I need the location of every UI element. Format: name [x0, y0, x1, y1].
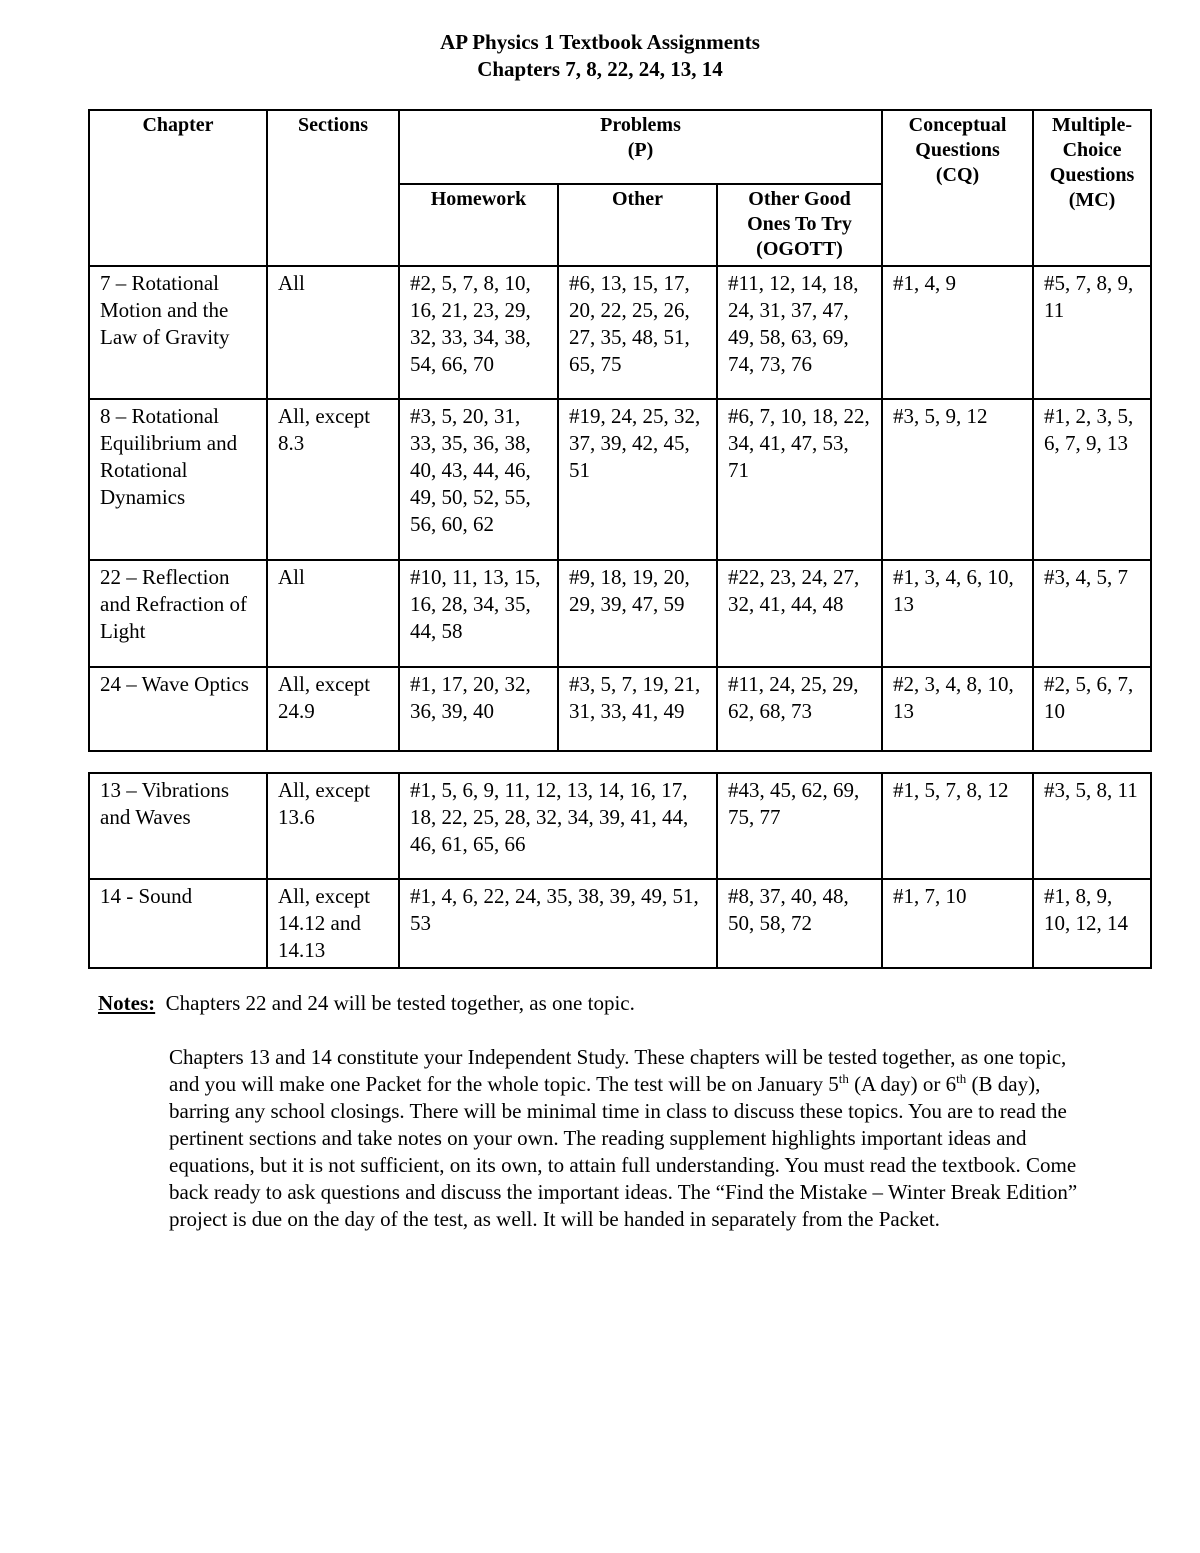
cell-mc: #1, 8, 9, 10, 12, 14	[1033, 879, 1151, 968]
cell-homework: #2, 5, 7, 8, 10, 16, 21, 23, 29, 32, 33, 34, 38, 54, 66, 70	[399, 266, 558, 399]
cell-mc: #5, 7, 8, 9, 11	[1033, 266, 1151, 399]
cell-sections: All, except 24.9	[267, 667, 399, 751]
cell-sections: All, except 8.3	[267, 399, 399, 560]
cell-cq: #1, 7, 10	[882, 879, 1033, 968]
notes-line	[98, 990, 1098, 1017]
table-row	[89, 879, 1151, 968]
cell-ogott: #22, 23, 24, 27, 32, 41, 44, 48	[717, 560, 882, 667]
cell-chapter: 8 – Rotational Equilibrium and Rotational Dynamics	[89, 399, 267, 560]
table-row	[89, 399, 1151, 560]
notes-label: Notes:	[98, 991, 156, 1015]
independent-study-table	[88, 772, 1152, 969]
ordinal-suffix: th	[838, 1071, 849, 1086]
cell-sections: All, except 13.6	[267, 773, 399, 879]
cell-homework: #3, 5, 20, 31, 33, 35, 36, 38, 40, 43, 44, 46, 49, 50, 52, 55, 56, 60, 62	[399, 399, 558, 560]
notes-text: Chapters 22 and 24 will be tested together, as one topic.	[165, 991, 635, 1015]
cell-chapter: 22 – Reflection and Refraction of Light	[89, 560, 267, 667]
cell-cq: #3, 5, 9, 12	[882, 399, 1033, 560]
cell-chapter: 13 – Vibrations and Waves	[89, 773, 267, 879]
cell-sections: All	[267, 266, 399, 399]
table-row	[89, 266, 1151, 399]
cell-other: #19, 24, 25, 32, 37, 39, 42, 45, 51	[558, 399, 717, 560]
header-other: Other	[558, 184, 717, 266]
header-sections: Sections	[267, 110, 399, 266]
header-problems: Problems (P)	[399, 110, 882, 184]
cell-ogott: #11, 24, 25, 29, 62, 68, 73	[717, 667, 882, 751]
ordinal-suffix: th	[956, 1071, 967, 1086]
header-homework: Homework	[399, 184, 558, 266]
cell-mc: #3, 4, 5, 7	[1033, 560, 1151, 667]
cell-ogott: #43, 45, 62, 69, 75, 77	[717, 773, 882, 879]
cell-ogott: #6, 7, 10, 18, 22, 34, 41, 47, 53, 71	[717, 399, 882, 560]
cell-other: #9, 18, 19, 20, 29, 39, 47, 59	[558, 560, 717, 667]
page-subtitle: Chapters 7, 8, 22, 24, 13, 14	[477, 57, 723, 81]
header-multiple-choice: Multiple- Choice Questions (MC)	[1033, 110, 1151, 266]
cell-chapter: 24 – Wave Optics	[89, 667, 267, 751]
header-chapter: Chapter	[89, 110, 267, 266]
cell-ogott: #8, 37, 40, 48, 50, 58, 72	[717, 879, 882, 968]
cell-chapter: 7 – Rotational Motion and the Law of Gravity	[89, 266, 267, 399]
cell-other: #3, 5, 7, 19, 21, 31, 33, 41, 49	[558, 667, 717, 751]
cell-homework: #1, 17, 20, 32, 36, 39, 40	[399, 667, 558, 751]
cell-sections: All	[267, 560, 399, 667]
independent-study-paragraph: Chapters 13 and 14 constitute your Independent Study. These chapters will be tested together, as one topic, and you will make one Packet for the whole topic. The test will be on January 5th (A day) or 6th (B day), barring any school closings. There will be minimal time in class to discuss these topics. You are to read the pertinent sections and take notes on your own. The reading supplement highlights important ideas and equations, but it is not sufficient, on its own, to attain full understanding. You must read the textbook. Come back ready to ask questions and discuss the important ideas. The “Find the Mistake – Winter Break Edition” project is due on the day of the test, as well. It will be handed in separately from the Packet.	[169, 1045, 1078, 1231]
table-row	[89, 667, 1151, 751]
cell-cq: #2, 3, 4, 8, 10, 13	[882, 667, 1033, 751]
cell-cq: #1, 4, 9	[882, 266, 1033, 399]
cell-mc: #3, 5, 8, 11	[1033, 773, 1151, 879]
cell-sections: All, except 14.12 and 14.13	[267, 879, 399, 968]
cell-homework: #10, 11, 13, 15, 16, 28, 34, 35, 44, 58	[399, 560, 558, 667]
cell-cq: #1, 5, 7, 8, 12	[882, 773, 1033, 879]
cell-mc: #2, 5, 6, 7, 10	[1033, 667, 1151, 751]
table-row	[89, 773, 1151, 879]
header-ogott: Other Good Ones To Try (OGOTT)	[717, 184, 882, 266]
page-title: AP Physics 1 Textbook Assignments	[440, 30, 760, 54]
cell-cq: #1, 3, 4, 6, 10, 13	[882, 560, 1033, 667]
cell-ogott: #11, 12, 14, 18, 24, 31, 37, 47, 49, 58, 63, 69, 74, 73, 76	[717, 266, 882, 399]
table-row	[89, 560, 1151, 667]
cell-chapter: 14 - Sound	[89, 879, 267, 968]
cell-mc: #1, 2, 3, 5, 6, 7, 9, 13	[1033, 399, 1151, 560]
cell-problems: #1, 5, 6, 9, 11, 12, 13, 14, 16, 17, 18, 22, 25, 28, 32, 34, 39, 41, 44, 46, 61, 65, 66	[399, 773, 717, 879]
assignments-table	[88, 109, 1152, 752]
cell-other: #6, 13, 15, 17, 20, 22, 25, 26, 27, 35, 48, 51, 65, 75	[558, 266, 717, 399]
header-conceptual-questions: Conceptual Questions (CQ)	[882, 110, 1033, 266]
cell-problems: #1, 4, 6, 22, 24, 35, 38, 39, 49, 51, 53	[399, 879, 717, 968]
